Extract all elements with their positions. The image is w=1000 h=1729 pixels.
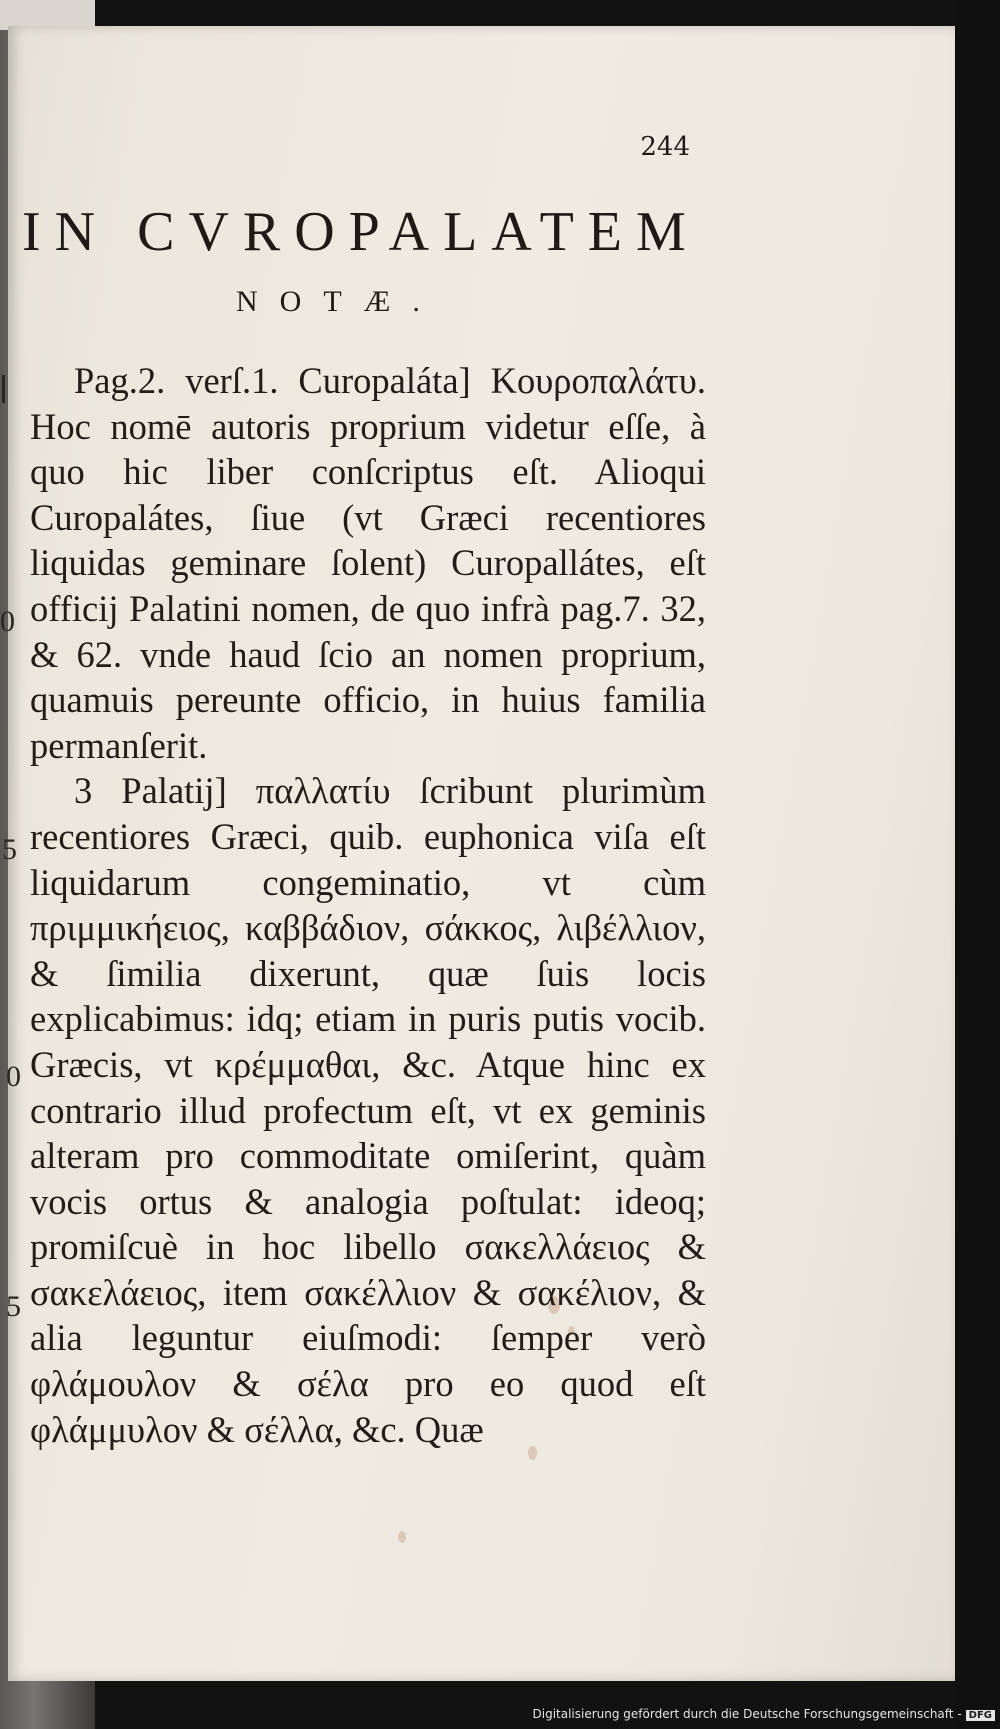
foxing-stain — [398, 1531, 406, 1543]
paragraph: Pag.2. verſ.1. Curopaláta] Κουροπαλάτυ. Hoc nomē autoris proprium videtur eſſe, à quo hic liber conſcriptus eſt. Alioqui Curopalátes, ſiue (vt Græci recentiores liquidas geminare ſolent) Curopallátes, eſt officij Palatini nomen, de quo infrà pag.7. 32, & 62. vnde haud ſcio an nomen proprium, quamuis pereunte officio, in huius familia permanſerit. — [30, 360, 706, 766]
page-number: 244 — [640, 132, 690, 162]
dfg-logo: DFG — [966, 1710, 995, 1721]
margin-bracket-mark — [2, 375, 11, 403]
body-text — [30, 358, 706, 1452]
running-subtitle: NOTÆ. — [236, 285, 442, 318]
digitization-credit — [0, 1707, 995, 1721]
line-number-marker: 5 — [6, 1290, 21, 1323]
running-title: IN CVROPALATEM — [22, 201, 700, 263]
line-number-marker: 0 — [6, 1060, 21, 1093]
line-number-marker: 0 — [0, 605, 15, 638]
credit-text: Digitalisierung gefördert durch die Deutsche Forschungsgemeinschaft - — [532, 1707, 962, 1721]
line-number-marker: 5 — [2, 833, 17, 866]
scan-right-border — [955, 0, 1000, 1729]
paragraph: 3 Palatij] παλλατίυ ſcribunt plurimùm recentiores Græci, quib. euphonica viſa eſt liquidarum congeminatio, vt cùm πριμμικήειος, καββάδιον, σάκκος, λιβέλλιον, & ſimilia dixerunt, quæ ſuis locis explicabimus: idq; etiam in puris putis vocib. Græcis, vt κρέμμαθαι, &c. Atque hinc ex contrario illud profectum eſt, vt ex geminis alteram pro commoditate omiſerint, quàm vocis ortus & analogia poſtulat: ideoq; promiſcuè in hoc libello σακελλάειος & σακελάειος, item σακέλλιον & σακέλιον, & alia leguntur eiuſmodi: ſemper verò φλάμουλον & σέλα pro eo quod eſt φλάμμυλον & σέλλα, &c. Quæ — [30, 770, 706, 1450]
